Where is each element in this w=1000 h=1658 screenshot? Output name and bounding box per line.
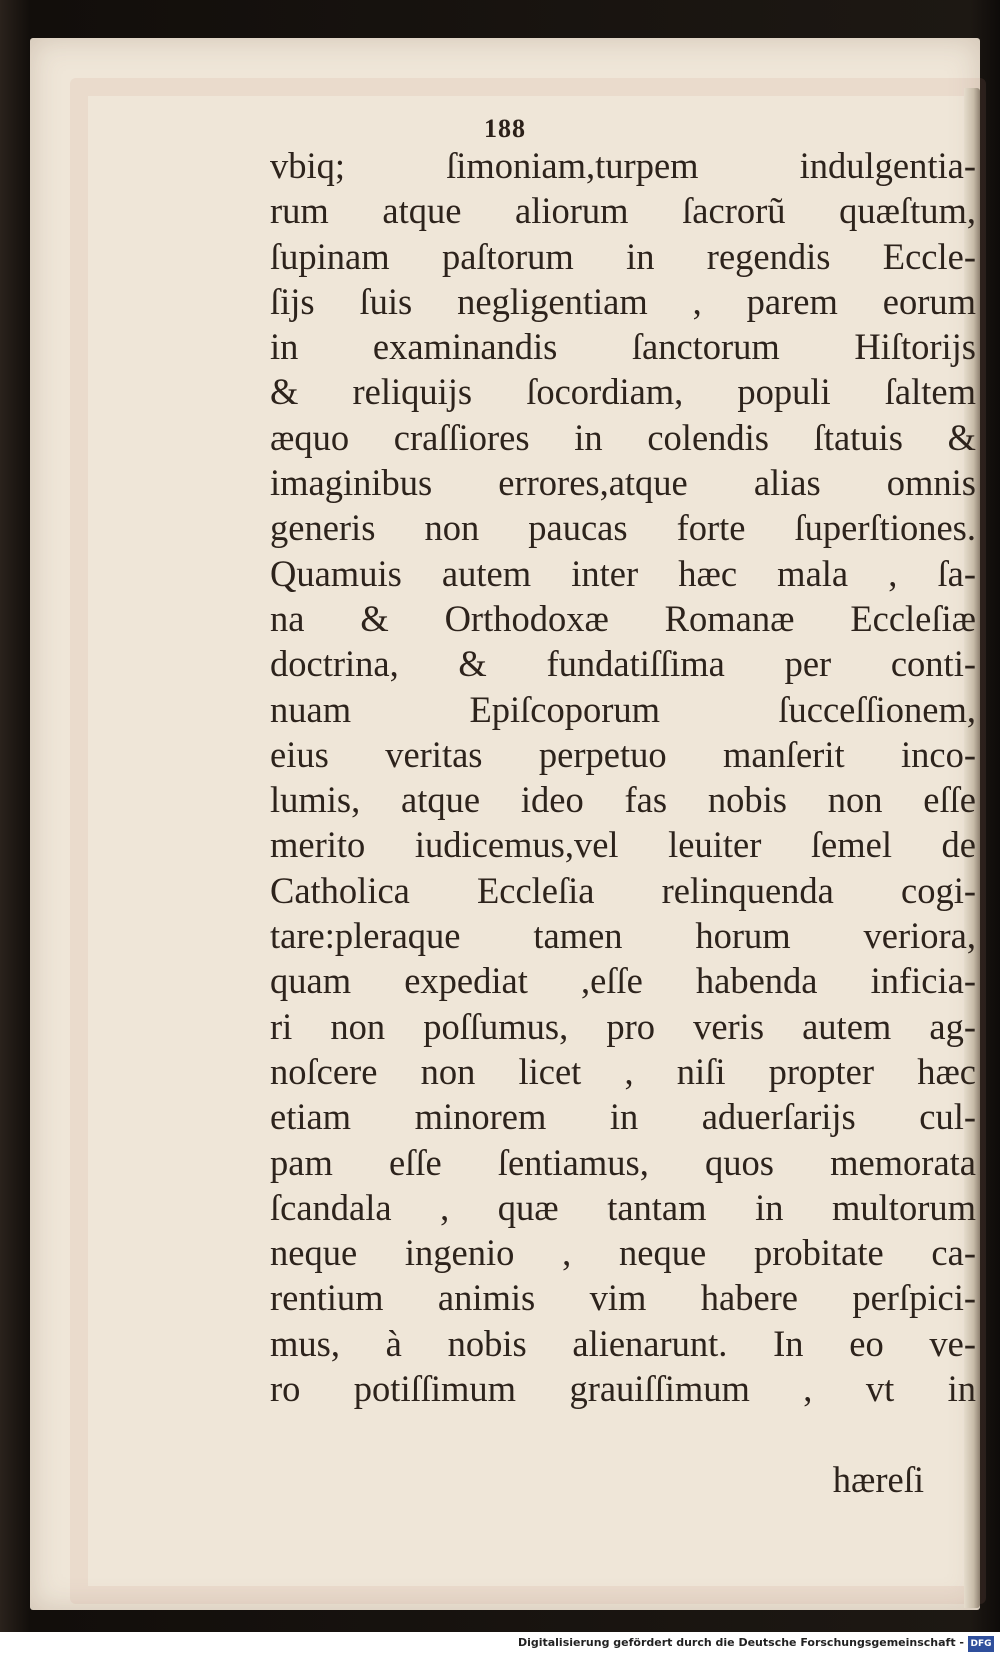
- text-line: generis non paucas forte ſuperſtiones.: [270, 507, 976, 549]
- text-line: tare:pleraque tamen horum veriora,: [270, 915, 976, 957]
- text-line: imaginibus errores,atque alias omnis: [270, 462, 976, 504]
- text-line: na & Orthodoxæ Romanæ Eccleſiæ: [270, 597, 976, 639]
- text-line: ſijs ſuis negligentiam , parem eorum: [270, 280, 976, 322]
- text-line: lumis, atque ideo fas nobis non eſſe: [270, 779, 976, 821]
- text-line: noſcere non licet , niſi propter hæc: [270, 1050, 976, 1092]
- text-line: æquo craſſiores in colendis ſtatuis &: [270, 416, 976, 458]
- text-line: pam eſſe ſentiamus, quos memorata: [270, 1141, 976, 1183]
- text-line: vbiq; ſimoniam,turpem indulgentia-: [270, 145, 976, 186]
- body-text: [270, 143, 976, 1411]
- text-line: in examinandis ſanctorum Hiſtorijs: [270, 326, 976, 368]
- text-line: eius veritas perpetuo manſerit inco-: [270, 733, 976, 775]
- text-line: mus, à nobis alienarunt. In eo ve-: [270, 1322, 976, 1364]
- text-line: ſupinam paſtorum in regendis Eccle-: [270, 235, 976, 277]
- page-number: 188: [484, 114, 526, 143]
- book-page: [30, 38, 980, 1610]
- dfg-logo: DFG: [968, 1636, 994, 1652]
- text-line: nuam Epiſcoporum ſucceſſionem,: [270, 688, 976, 730]
- text-line: Catholica Eccleſia relinquenda cogi-: [270, 869, 976, 911]
- text-line: rentium animis vim habere perſpici-: [270, 1277, 976, 1319]
- text-line: Quamuis autem inter hæc mala , ſa-: [270, 552, 976, 594]
- text-line: etiam minorem in aduerſarijs cul-: [270, 1096, 976, 1138]
- text-line: ro potiſſimum grauiſſimum , vt in: [270, 1368, 976, 1410]
- catchword: hæreſi: [832, 1459, 924, 1500]
- footer-credit: Digitalisierung gefördert durch die Deutsche Forschungsgemeinschaft -: [517, 1636, 964, 1649]
- text-line: merito iudicemus,vel leuiter ſemel de: [270, 824, 976, 866]
- text-line: ſcandala , quæ tantam in multorum: [270, 1186, 976, 1228]
- text-line: rum atque aliorum ſacrorũ quæſtum,: [270, 190, 976, 232]
- text-line: neque ingenio , neque probitate ca-: [270, 1232, 976, 1274]
- text-line: & reliquijs ſocordiam, populi ſaltem: [270, 371, 976, 413]
- text-line: doctrina, & fundatiſſima per conti-: [270, 643, 976, 685]
- text-line: quam expediat ,eſſe habenda inficia-: [270, 960, 976, 1002]
- text-line: ri non poſſumus, pro veris autem ag-: [270, 1005, 976, 1047]
